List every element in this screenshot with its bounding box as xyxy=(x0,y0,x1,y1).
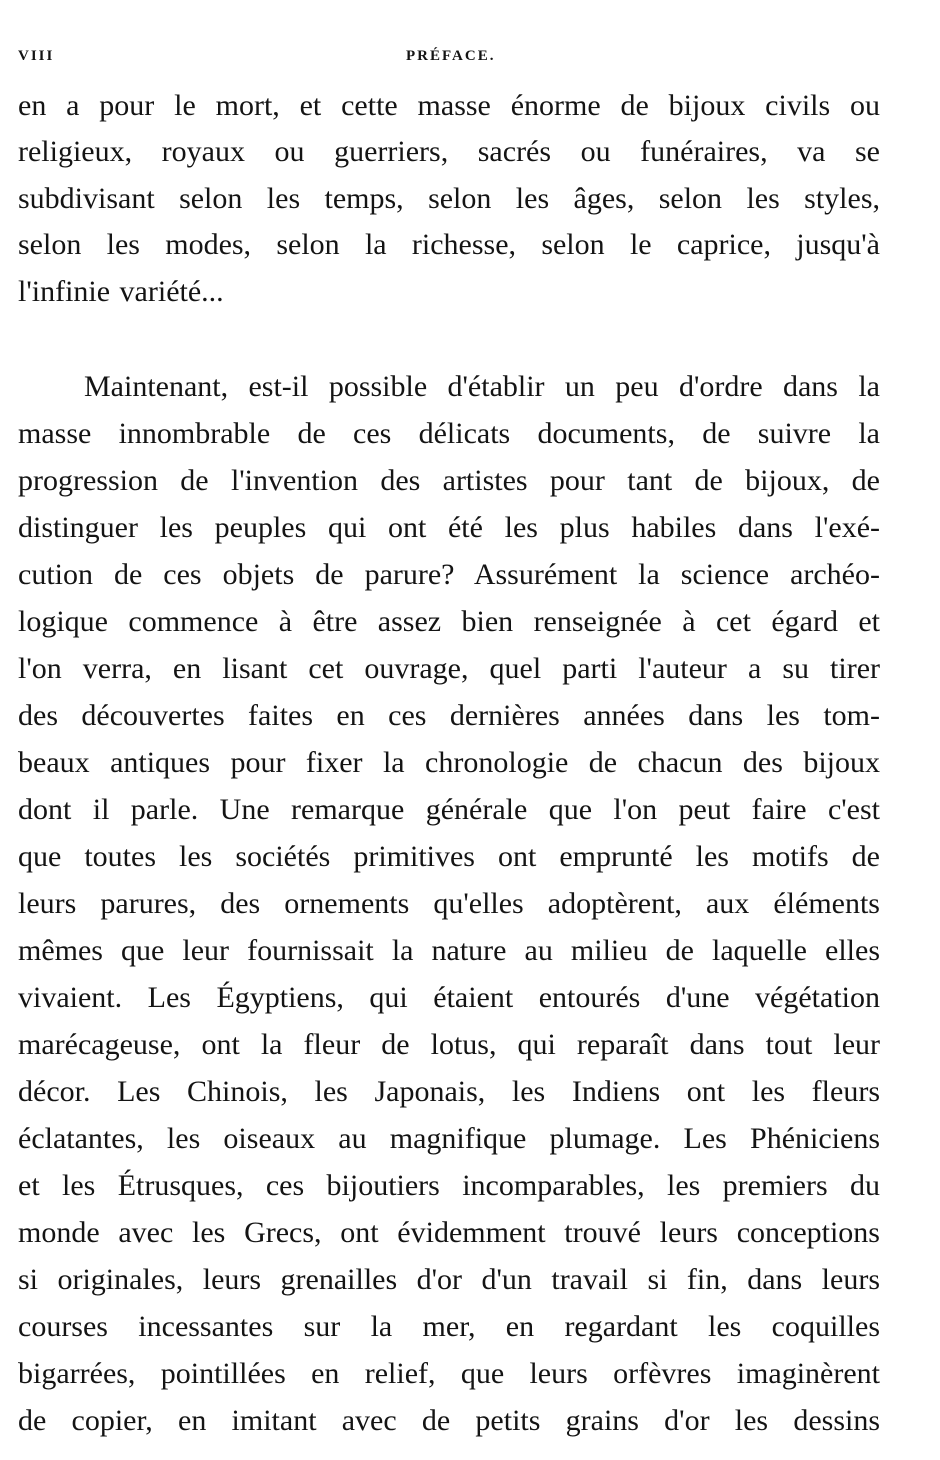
text-line: masse innombrable de ces délicats documents, de suivre la xyxy=(18,417,880,450)
text-line: leurs parures, des ornements qu'elles adoptèrent, aux éléments xyxy=(18,887,880,920)
running-header xyxy=(18,48,878,72)
text-line: mêmes que leur fournissait la nature au milieu de laquelle elles xyxy=(18,934,880,967)
text-line: progression de l'invention des artistes pour tant de bijoux, de xyxy=(18,464,880,497)
text-line: et les Étrusques, ces bijoutiers incomparables, les premiers du xyxy=(18,1169,880,1202)
text-line: beaux antiques pour fixer la chronologie de chacun des bijoux xyxy=(18,746,880,779)
text-line: Maintenant, est-il possible d'établir un peu d'ordre dans la xyxy=(84,370,880,403)
text-line: logique commence à être assez bien renseignée à cet égard et xyxy=(18,605,880,638)
text-line: subdivisant selon les temps, selon les âges, selon les styles, xyxy=(18,182,880,215)
text-line: vivaient. Les Égyptiens, qui étaient entourés d'une végétation xyxy=(18,981,880,1014)
text-line: des découvertes faites en ces dernières années dans les tom- xyxy=(18,699,880,732)
text-line: éclatantes, les oiseaux au magnifique plumage. Les Phéniciens xyxy=(18,1122,880,1155)
text-line: l'on verra, en lisant cet ouvrage, quel parti l'auteur a su tirer xyxy=(18,652,880,685)
text-line: religieux, royaux ou guerriers, sacrés ou funéraires, va se xyxy=(18,135,880,168)
text-line: marécageuse, ont la fleur de lotus, qui reparaît dans tout leur xyxy=(18,1028,880,1061)
text-line: de copier, en imitant avec de petits grains d'or les dessins xyxy=(18,1404,880,1437)
text-line: en a pour le mort, et cette masse énorme de bijoux civils ou xyxy=(18,89,880,122)
text-line: bigarrées, pointillées en relief, que leurs orfèvres imaginèrent xyxy=(18,1357,880,1390)
text-line: si originales, leurs grenailles d'or d'un travail si fin, dans leurs xyxy=(18,1263,880,1296)
text-line: monde avec les Grecs, ont évidemment trouvé leurs conceptions xyxy=(18,1216,880,1249)
text-line: courses incessantes sur la mer, en regardant les coquilles xyxy=(18,1310,880,1343)
text-line: que toutes les sociétés primitives ont emprunté les motifs de xyxy=(18,840,880,873)
text-line: cution de ces objets de parure? Assurément la science archéo- xyxy=(18,558,880,591)
text-line: dont il parle. Une remarque générale que l'on peut faire c'est xyxy=(18,793,880,826)
page-number: VIII xyxy=(18,48,55,64)
text-line: l'infinie variété... xyxy=(18,275,224,308)
text-line: selon les modes, selon la richesse, selon le caprice, jusqu'à xyxy=(18,228,880,261)
text-line: décor. Les Chinois, les Japonais, les Indiens ont les fleurs xyxy=(18,1075,880,1108)
text-line: distinguer les peuples qui ont été les plus habiles dans l'exé- xyxy=(18,511,880,544)
header-title: PRÉFACE. xyxy=(406,48,496,64)
